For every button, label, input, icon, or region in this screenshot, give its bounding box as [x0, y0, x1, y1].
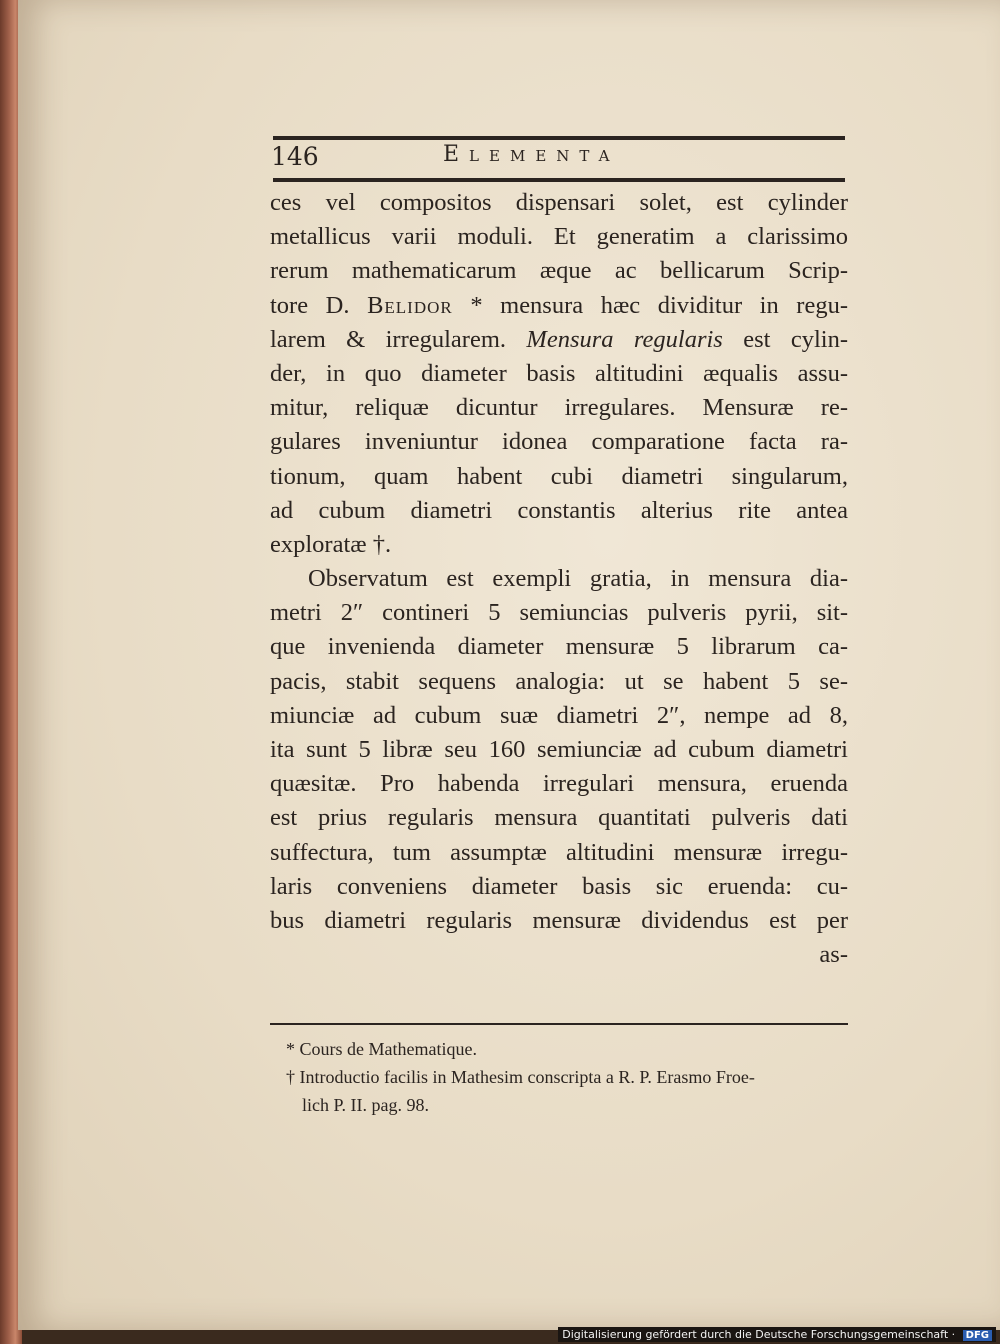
text-line: ces vel compositos dispensari solet, est cylinder	[270, 189, 848, 216]
text-line: ita sunt 5 libræ seu 160 semiunciæ ad cubum diametri	[270, 736, 848, 763]
author-name: Belidor	[367, 291, 453, 319]
text-line: pacis, stabit sequens analogia: ut se habent 5 se-	[270, 667, 848, 695]
dfg-logo: DFG	[963, 1330, 992, 1341]
text-segment: tore D.	[270, 291, 350, 319]
footnotes	[286, 1035, 848, 1119]
page-number: 146	[271, 142, 319, 171]
body-text	[270, 186, 848, 972]
italic-term: Mensura regularis	[526, 325, 723, 353]
footnote-rule	[270, 1023, 848, 1025]
text-line: que invenienda diameter mensuræ 5 librarum ca-	[270, 633, 848, 661]
text-line: gulares inveniuntur idonea comparatione facta ra-	[270, 428, 848, 456]
credit-text: Digitalisierung gefördert durch die Deutsche Forschungsgemeinschaft	[562, 1328, 949, 1341]
text-line: der, in quo diameter basis altitudini æqualis assu-	[270, 359, 848, 387]
header-rule-top	[273, 136, 845, 140]
catchword: as-	[819, 941, 848, 969]
running-head: Elementa	[443, 142, 620, 167]
footnote-1: * Cours de Mathematique.	[286, 1039, 477, 1059]
text-line: laris conveniens diameter basis sic eruenda: cu-	[270, 872, 848, 900]
text-line: quæsitæ. Pro habenda irregulari mensura, eruenda	[270, 770, 848, 798]
text-line	[270, 323, 848, 357]
book-page	[18, 0, 1000, 1330]
text-line: miunciæ ad cubum suæ diametri 2″, nempe ad 8,	[270, 701, 848, 729]
text-line: tionum, quam habent cubi diametri singularum,	[270, 462, 848, 490]
footnote-2-continued: lich P. II. pag. 98.	[302, 1095, 429, 1115]
text-line: Observatum est exempli gratia, in mensura dia-	[308, 565, 848, 593]
text-line: mitur, reliquæ dicuntur irregulares. Mensuræ re-	[270, 394, 848, 422]
header-rule-bottom	[273, 178, 845, 182]
text-line: ad cubum diametri constantis alterius rite antea	[270, 496, 848, 524]
text-line: metri 2″ contineri 5 semiuncias pulveris pyrii, sit-	[270, 599, 848, 627]
text-segment: * mensura hæc dividitur in regu-	[470, 291, 849, 319]
text-line: bus diametri regularis mensuræ dividendus est per	[270, 906, 848, 934]
text-line: est prius regularis mensura quantitati pulveris dati	[270, 804, 848, 832]
digitization-credit: Digitalisierung gefördert durch die Deutsche Forschungsgemeinschaft · DFG	[558, 1327, 996, 1342]
text-line: rerum mathematicarum æque ac bellicarum Scrip-	[270, 257, 848, 285]
text-line	[270, 289, 848, 323]
text-line: metallicus varii moduli. Et generatim a clarissimo	[270, 223, 848, 251]
text-segment: larem & irregularem.	[270, 325, 507, 353]
footnote-2: † Introductio facilis in Mathesim conscripta a R. P. Erasmo Froe-	[286, 1067, 755, 1087]
text-segment: est cylin-	[743, 325, 848, 353]
text-line: exploratæ †.	[270, 530, 392, 558]
text-line: suffectura, tum assumptæ altitudini mensuræ irregu-	[270, 838, 848, 866]
